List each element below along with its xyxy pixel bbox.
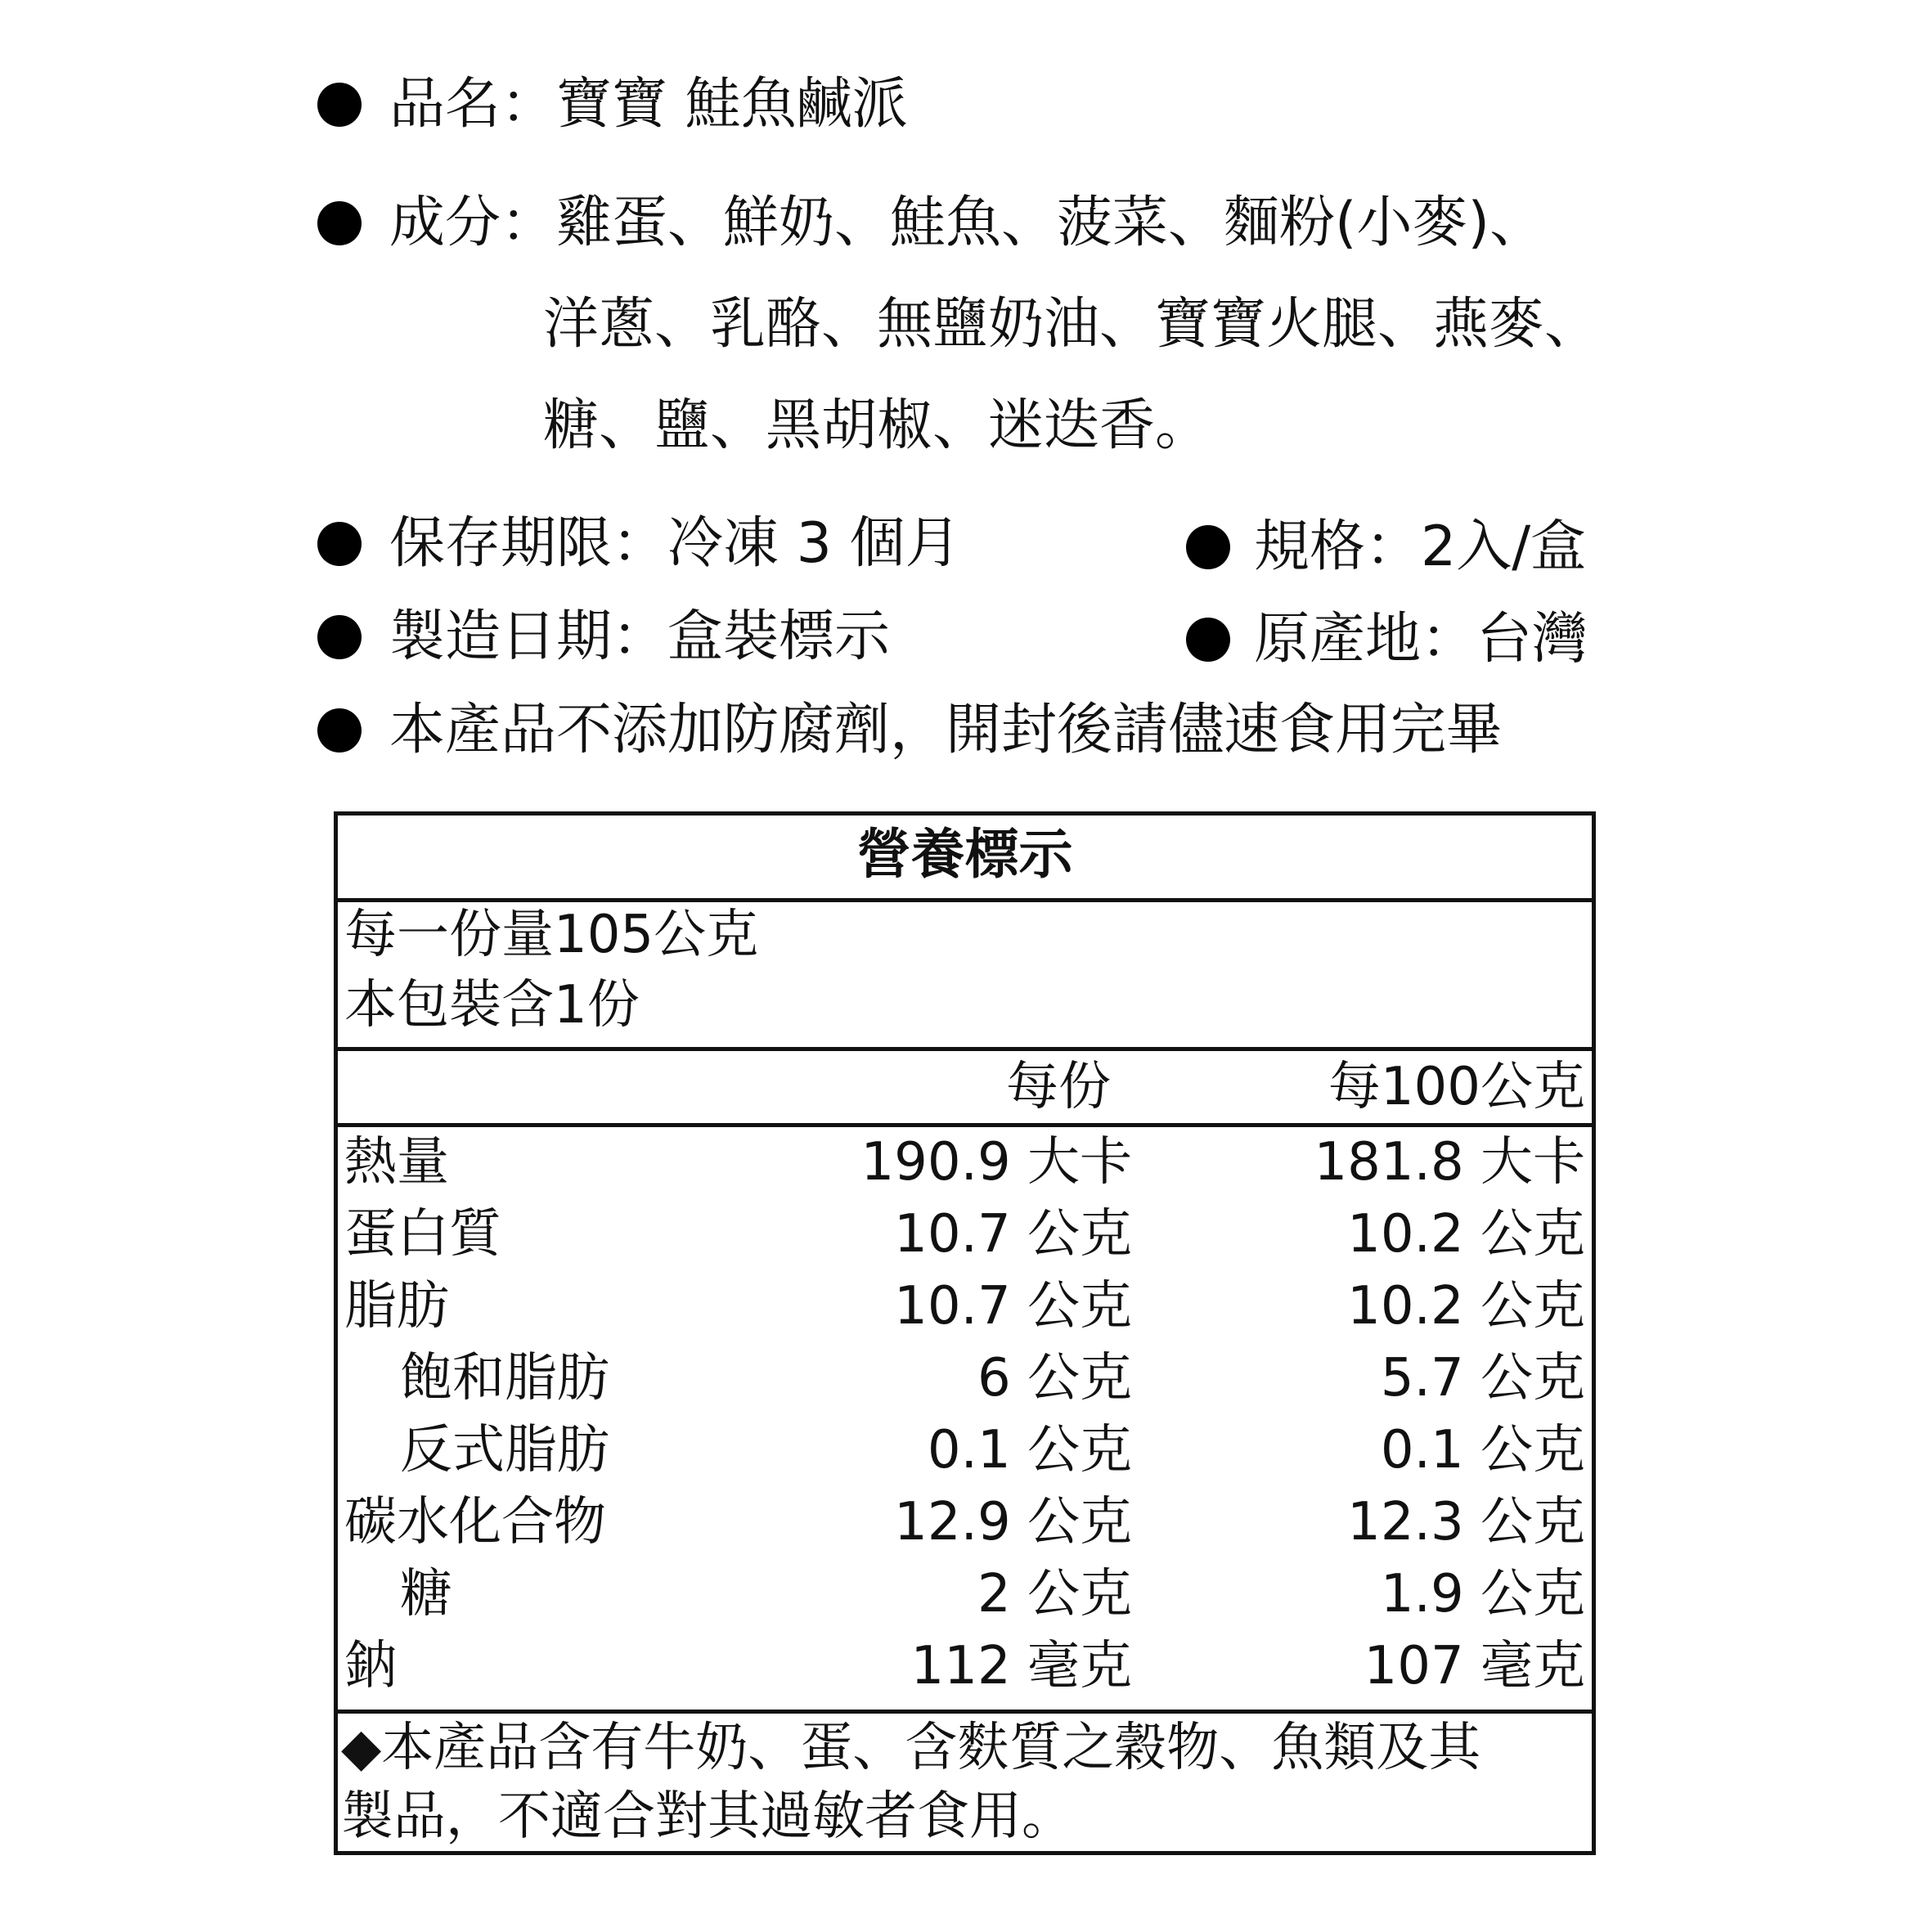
nutrient-per-100g: 107 毫克 (1364, 1636, 1585, 1696)
allergen-line-1: ◆本產品含有牛奶、蛋、含麩質之穀物、魚類及其 (341, 1718, 1481, 1778)
manufacture-date-label: 製造日期： (389, 604, 668, 669)
shelf-life-value: 冷凍 3 個月 (667, 511, 961, 576)
shelf-life-label: 保存期限： (389, 511, 668, 576)
nutrient-per-100g: 0.1 公克 (1380, 1420, 1585, 1480)
nutrient-per-serving: 112 毫克 (910, 1636, 1132, 1696)
nutrient-per-100g: 5.7 公克 (1380, 1348, 1585, 1409)
nutrient-per-100g: 10.2 公克 (1347, 1204, 1585, 1265)
ingredients-line-1 (389, 191, 1545, 256)
nutrient-per-serving: 0.1 公克 (927, 1420, 1132, 1480)
serving-size: 每一份量105公克 (344, 905, 759, 965)
nutrient-name: 飽和脂肪 (400, 1348, 609, 1409)
nutrient-name: 熱量 (344, 1132, 449, 1193)
product-name (389, 72, 908, 137)
nutrient-per-100g: 10.2 公克 (1347, 1276, 1585, 1337)
manufacture-date (389, 604, 890, 670)
ingredients-line-2: 洋蔥、乳酪、無鹽奶油、寶寶火腿、燕麥、 (543, 292, 1601, 357)
spec-value: 2入/盒 (1421, 514, 1587, 579)
nutrient-name: 鈉 (344, 1636, 397, 1696)
bullet-icon (1186, 525, 1230, 569)
col-header-per-100g: 每100公克 (1328, 1057, 1585, 1117)
nutrient-name: 反式脂肪 (400, 1420, 609, 1480)
nutrient-per-serving: 10.7 公克 (894, 1204, 1132, 1265)
nutrient-per-serving: 190.9 大卡 (860, 1132, 1132, 1193)
origin-value: 台灣 (1476, 607, 1588, 672)
nutrient-per-100g: 1.9 公克 (1380, 1564, 1585, 1624)
nutrient-per-serving: 10.7 公克 (894, 1276, 1132, 1337)
nutrient-name: 蛋白質 (344, 1204, 501, 1265)
nutrient-per-serving: 6 公克 (977, 1348, 1132, 1409)
manufacture-date-value: 盒裝標示 (667, 604, 891, 669)
divider (338, 1710, 1592, 1714)
nutrient-name: 碳水化合物 (344, 1492, 606, 1552)
divider (338, 898, 1592, 902)
bullet-icon (317, 83, 362, 127)
nutrient-per-serving: 12.9 公克 (894, 1492, 1132, 1552)
bullet-icon (1186, 618, 1230, 662)
nutrient-name: 脂肪 (344, 1276, 449, 1337)
nutrition-title: 營養標示 (856, 823, 1073, 886)
divider (338, 1047, 1592, 1051)
divider (338, 1123, 1592, 1127)
product-name-value: 寶寶 鮭魚鹹派 (556, 72, 908, 137)
preservative-notice: 本產品不添加防腐劑，開封後請儘速食用完畢 (389, 698, 1503, 762)
nutrition-facts-table (334, 811, 1596, 1855)
bullet-icon (317, 201, 362, 245)
col-header-per-serving: 每份 (1006, 1057, 1111, 1117)
spec-label: 規格： (1254, 514, 1422, 579)
ingredients-label: 成分： (389, 191, 557, 255)
servings-per-package: 本包裝含1份 (344, 975, 640, 1036)
bullet-icon (317, 615, 362, 659)
spec (1254, 514, 1586, 580)
bullet-icon (317, 708, 362, 753)
ingredients-text: 雞蛋、鮮奶、鮭魚、菠菜、麵粉(小麥)、 (556, 191, 1546, 255)
nutrient-per-serving: 2 公克 (977, 1564, 1132, 1624)
shelf-life (389, 511, 961, 577)
bullet-icon (317, 522, 362, 566)
product-name-label: 品名： (389, 72, 557, 137)
ingredients-line-3: 糖、鹽、黑胡椒、迷迭香。 (543, 393, 1211, 458)
origin (1254, 607, 1588, 672)
origin-label: 原產地： (1254, 607, 1477, 672)
nutrient-per-100g: 181.8 大卡 (1314, 1132, 1585, 1193)
nutrient-name: 糖 (400, 1564, 452, 1624)
allergen-line-2: 製品，不適合對其過敏者食用。 (341, 1786, 1074, 1847)
nutrient-per-100g: 12.3 公克 (1347, 1492, 1585, 1552)
